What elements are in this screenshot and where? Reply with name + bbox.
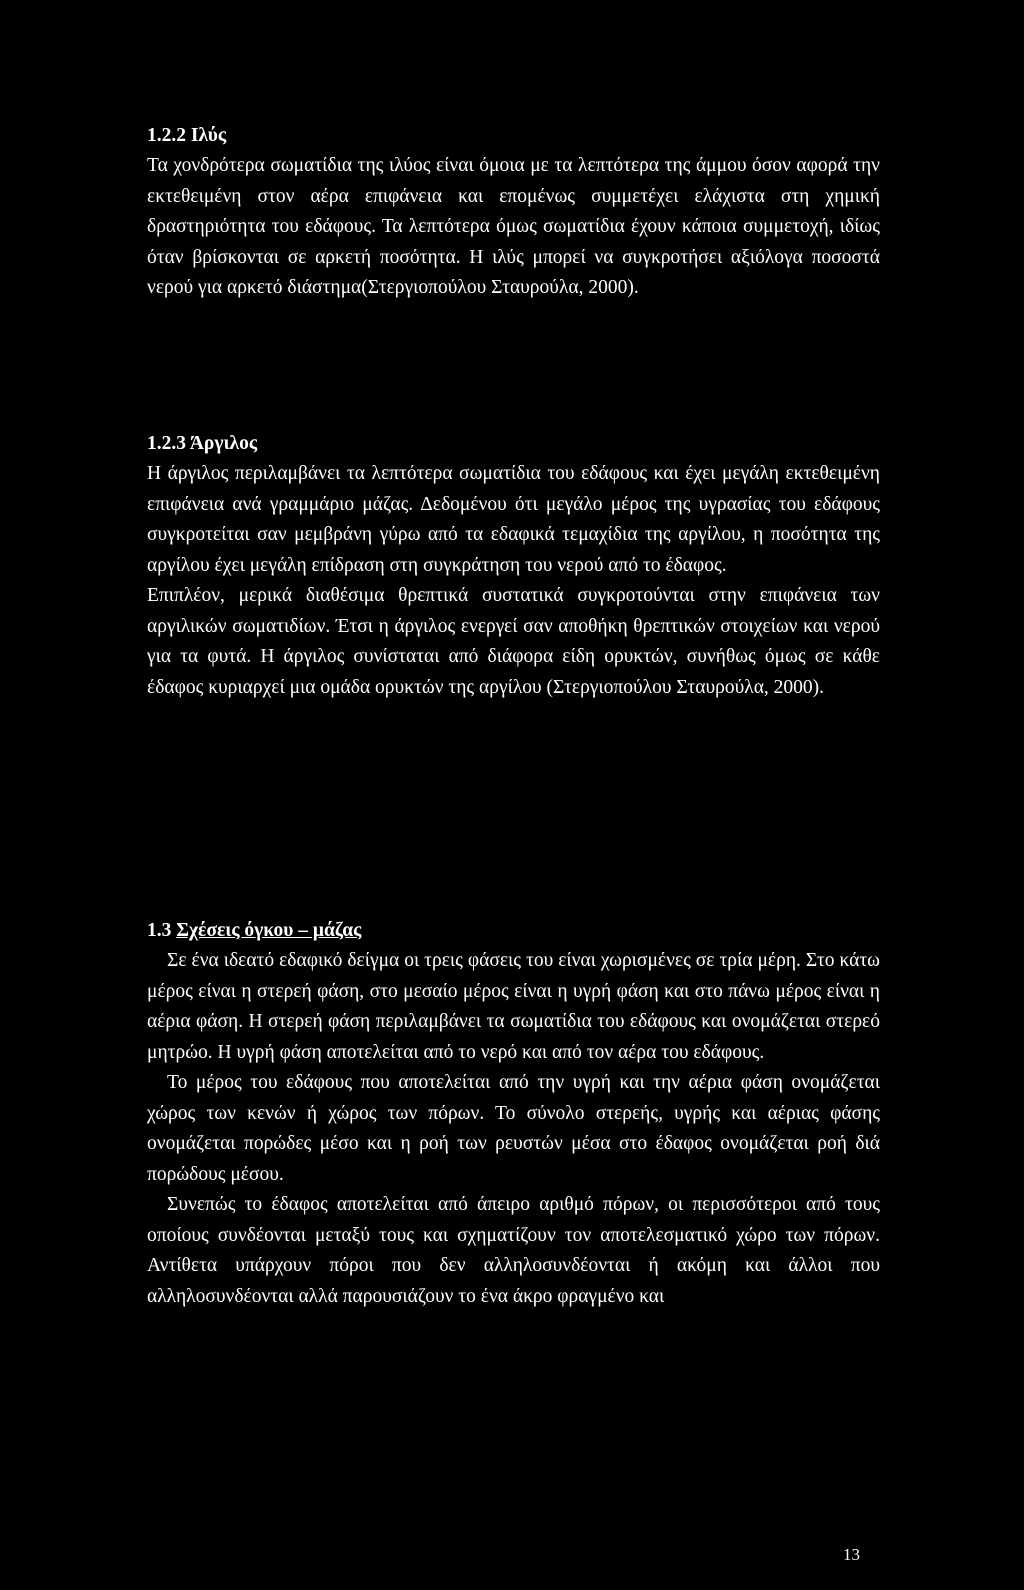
section-number: 1.3 <box>147 920 172 941</box>
section-silt <box>147 121 880 304</box>
page-number: 13 <box>843 1545 860 1564</box>
section-title: Ιλύς <box>190 125 227 146</box>
paragraph: Επιπλέον, μερικά διαθέσιμα θρεπτικά συστατικά συγκροτούνται στην επιφάνεια των αργιλικών σωματιδίων. Έτσι η άργιλος ενεργεί σαν αποθήκη θρεπτικών στοιχείων και νερού για τα φυτά. Η άργιλος συνίσταται από διάφορα είδη ορυκτών, συνήθως όμως σε κάθε έδαφος κυριαρχεί μια ομάδα ορυκτών της αργίλου (Στεργιοπούλου Σταυρούλα, 2000). <box>147 585 880 698</box>
paragraph: Σε ένα ιδεατό εδαφικό δείγμα οι τρεις φάσεις του είναι χωρισμένες σε τρία μέρη. Στο κάτω μέρος είναι η στερεή φάση, στο μεσαίο μέρος είναι η υγρή φάση και στο πάνω μέρος είναι η αέρια φάση. Η στερεή φάση περιλαμβάνει τα σωματίδια του εδάφους και ονομάζεται στερεό μητρώο. Η υγρή φάση αποτελείται από το νερό και από τον αέρα του εδάφους. <box>147 950 880 1063</box>
section-number: 1.2.2 <box>147 125 186 146</box>
section-number: 1.2.3 <box>147 433 186 454</box>
section-title: Σχέσεις όγκου – μάζας <box>176 920 362 941</box>
paragraph: Η άργιλος περιλαμβάνει τα λεπτότερα σωματίδια του εδάφους και έχει μεγάλη εκτεθειμένη επιφάνεια ανά γραμμάριο μάζας. Δεδομένου ότι μεγάλο μέρος της υγρασίας του εδάφους συγκροτείται σαν μεμβράνη γύρω από τα εδαφικά τεμαχίδια της αργίλου, η ποσότητα της αργίλου έχει μεγάλη επίδραση στη συγκράτηση του νερού από το έδαφος. <box>147 463 880 576</box>
section-title: Άργιλος <box>189 433 258 454</box>
section-heading <box>147 916 880 946</box>
paragraph: Το μέρος του εδάφους που αποτελείται από την υγρή και την αέρια φάση ονομάζεται χώρος των κενών ή χώρος των πόρων. Το σύνολο στερεής, υγρής και αέριας φάσης ονομάζεται πορώδες μέσο και η ροή των ρευστών μέσα στο έδαφος ονομάζεται ροή διά πορώδους μέσου. <box>147 1072 880 1185</box>
section-clay <box>147 429 880 703</box>
section-heading <box>147 429 880 459</box>
section-heading <box>147 121 880 151</box>
paragraph: Συνεπώς το έδαφος αποτελείται από άπειρο αριθμό πόρων, οι περισσότεροι από τους οποίους συνδέονται μεταξύ τους και σχηματίζουν τον αποτελεσματικό χώρο των πόρων. Αντίθετα υπάρχουν πόροι που δεν αλληλοσυνδέονται ή ακόμη και άλλοι που αλληλοσυνδέονται αλλά παρουσιάζουν το ένα άκρο φραγμένο και <box>147 1194 880 1307</box>
paragraph: Τα χονδρότερα σωματίδια της ιλύος είναι όμοια με τα λεπτότερα της άμμου όσον αφορά την εκτεθειμένη στον αέρα επιφάνεια και επομένως συμμετέχει ελάχιστα στη χημική δραστηριότητα του εδάφους. Τα λεπτότερα όμως σωματίδια έχουν κάποια συμμετοχή, ιδίως όταν βρίσκονται σε αρκετή ποσότητα. Η ιλύς μπορεί να συγκροτήσει αξιόλογα ποσοστά νερού για αρκετό διάστημα(Στεργιοπούλου Σταυρούλα, 2000). <box>147 155 880 298</box>
section-volume-mass <box>147 916 880 1312</box>
